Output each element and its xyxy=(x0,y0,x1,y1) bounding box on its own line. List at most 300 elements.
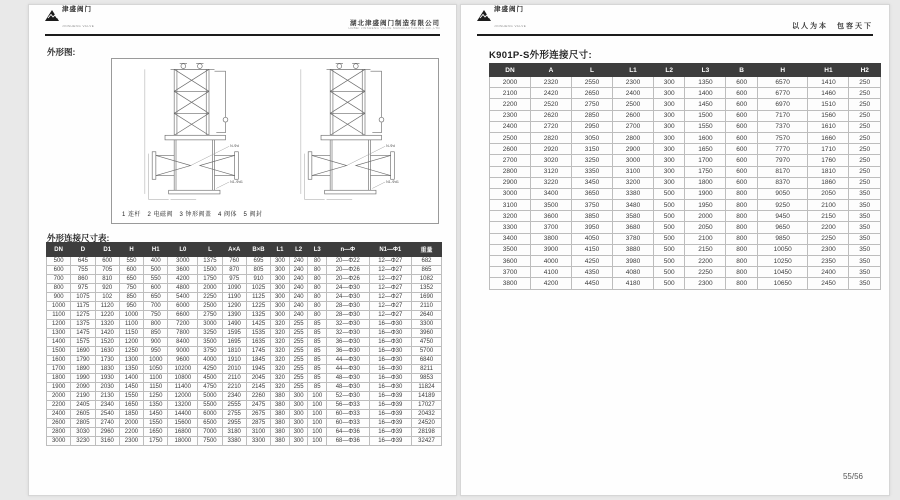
company-name: 湖北津盛阀门制造有限公司 xyxy=(350,19,440,27)
table-cell: 1290 xyxy=(222,302,246,311)
table-cell: 1950 xyxy=(685,200,726,211)
table-cell: 4180 xyxy=(613,278,654,289)
table-cell: 1600 xyxy=(685,132,726,143)
table-cell: 2300 xyxy=(613,77,654,88)
table-cell: 1400 xyxy=(685,88,726,99)
table-cell: 380 xyxy=(271,419,290,428)
table-cell: 600 xyxy=(726,77,757,88)
table-cell: 64—Φ36 xyxy=(327,428,370,437)
table-cell: 85 xyxy=(308,320,327,329)
column-header: H2 xyxy=(849,64,881,77)
table-cell: 1650 xyxy=(144,428,168,437)
table-row xyxy=(47,311,442,320)
table-cell: 3880 xyxy=(613,244,654,255)
table-cell: 950 xyxy=(144,347,168,356)
table-cell: 6770 xyxy=(757,88,808,99)
table-cell: 300 xyxy=(271,311,290,320)
table-cell: 16—Φ30 xyxy=(369,347,412,356)
table-cell: 10250 xyxy=(757,256,808,267)
table-cell: 7500 xyxy=(198,437,222,446)
table-cell: 1150 xyxy=(144,383,168,392)
table-cell: 3100 xyxy=(613,166,654,177)
table-cell: 3580 xyxy=(613,211,654,222)
table-cell: 3980 xyxy=(613,256,654,267)
table-cell: 2045 xyxy=(246,374,270,383)
logo-name-right: 津盛阀门 xyxy=(494,6,524,13)
table-cell: 80 xyxy=(308,266,327,275)
table-cell: 4200 xyxy=(531,278,572,289)
table-cell: 240 xyxy=(289,302,308,311)
table-cell: 1575 xyxy=(71,338,95,347)
table-cell: 16—Φ39 xyxy=(369,437,412,446)
table-cell: 80 xyxy=(308,284,327,293)
table-row xyxy=(490,256,881,267)
table-cell: 320 xyxy=(271,347,290,356)
table-cell: 3160 xyxy=(95,437,119,446)
table-cell: 7970 xyxy=(757,155,808,166)
table-cell: 2475 xyxy=(246,401,270,410)
table-cell: 3100 xyxy=(490,200,531,211)
table-cell: 28198 xyxy=(412,428,442,437)
table-cell: 6500 xyxy=(198,419,222,428)
column-header: L2 xyxy=(654,64,685,77)
table-cell: 9050 xyxy=(757,188,808,199)
valve-drawing-right xyxy=(280,62,428,204)
table-cell: 800 xyxy=(726,200,757,211)
table-cell: 2800 xyxy=(47,428,71,437)
table-cell: 3000 xyxy=(47,437,71,446)
table-cell: 4450 xyxy=(572,278,613,289)
dimension-table-title: 外形连接尺寸表: xyxy=(47,233,110,243)
table-cell: 3200 xyxy=(490,211,531,222)
table-cell: 1420 xyxy=(95,329,119,338)
table-cell: 300 xyxy=(289,428,308,437)
table-row xyxy=(47,302,442,311)
table-cell: 9000 xyxy=(168,347,198,356)
table-cell: 1630 xyxy=(95,347,119,356)
table-row xyxy=(490,144,881,155)
table-cell: 2750 xyxy=(198,311,222,320)
table-cell: 3030 xyxy=(71,428,95,437)
table-cell: 810 xyxy=(95,275,119,284)
table-cell: 2090 xyxy=(71,383,95,392)
k901-section-title: K901P-S外形连接尺寸: xyxy=(489,50,592,61)
table-cell: 2190 xyxy=(71,392,95,401)
table-cell: 3500 xyxy=(531,200,572,211)
table-cell: 3150 xyxy=(572,144,613,155)
table-cell: 500 xyxy=(654,211,685,222)
table-cell: 5700 xyxy=(412,347,442,356)
company-name-block xyxy=(349,20,440,31)
table-cell: 4100 xyxy=(531,267,572,278)
table-cell: 380 xyxy=(271,428,290,437)
table-cell: 2850 xyxy=(572,110,613,121)
table-cell: 1800 xyxy=(685,177,726,188)
table-cell: 860 xyxy=(71,275,95,284)
table-row xyxy=(47,374,442,383)
table-cell: 3450 xyxy=(572,177,613,188)
table-cell: 1460 xyxy=(808,88,849,99)
table-cell: 2500 xyxy=(490,132,531,143)
table-cell: 320 xyxy=(271,383,290,392)
table-cell: 2400 xyxy=(808,267,849,278)
table-cell: 255 xyxy=(289,374,308,383)
table-cell: 3120 xyxy=(531,166,572,177)
page-number: 55/56 xyxy=(842,472,863,481)
table-row xyxy=(490,177,881,188)
table-cell: 28—Φ30 xyxy=(327,311,370,320)
company-logo xyxy=(45,0,94,31)
table-cell: 3480 xyxy=(613,200,654,211)
column-header: N1—Φ1 xyxy=(369,243,412,257)
table-cell: 100 xyxy=(308,401,327,410)
table-cell: 6570 xyxy=(757,77,808,88)
table-cell: 4150 xyxy=(572,244,613,255)
table-cell: 32427 xyxy=(412,437,442,446)
table-cell: 1830 xyxy=(95,365,119,374)
table-cell: 1320 xyxy=(95,320,119,329)
column-header: DN xyxy=(490,64,531,77)
table-cell: 800 xyxy=(726,222,757,233)
table-cell: 1650 xyxy=(119,401,143,410)
table-cell: 36—Φ30 xyxy=(327,338,370,347)
table-cell: 2500 xyxy=(613,99,654,110)
table-cell: 85 xyxy=(308,383,327,392)
table-cell: 2920 xyxy=(531,144,572,155)
table-cell: 5400 xyxy=(168,293,198,302)
table-cell: 1350 xyxy=(119,365,143,374)
table-cell: 1390 xyxy=(222,311,246,320)
column-header: L1 xyxy=(271,243,290,257)
table-row xyxy=(490,211,881,222)
table-cell: 2500 xyxy=(198,302,222,311)
table-cell: 3400 xyxy=(531,188,572,199)
table-cell: 250 xyxy=(849,121,881,132)
table-cell: 650 xyxy=(119,275,143,284)
table-cell: 16—Φ39 xyxy=(369,419,412,428)
table-cell: 1175 xyxy=(71,302,95,311)
table-cell: 1450 xyxy=(144,410,168,419)
table-cell: 10050 xyxy=(757,244,808,255)
table-row xyxy=(47,410,442,419)
table-cell: 2200 xyxy=(685,256,726,267)
table-cell: 3230 xyxy=(71,437,95,446)
table-cell: 250 xyxy=(849,166,881,177)
table-cell: 2950 xyxy=(572,121,613,132)
table-cell: 7570 xyxy=(757,132,808,143)
page-right xyxy=(460,4,890,496)
table-cell: 1730 xyxy=(95,356,119,365)
table-cell: 1550 xyxy=(685,121,726,132)
table-cell: 10200 xyxy=(168,365,198,374)
table-cell: 2600 xyxy=(490,144,531,155)
table-cell: 255 xyxy=(289,338,308,347)
table-cell: 600 xyxy=(95,257,119,266)
table-cell: 1860 xyxy=(808,177,849,188)
table-cell: 1150 xyxy=(119,329,143,338)
table-cell: 2145 xyxy=(246,383,270,392)
table-cell: 2200 xyxy=(808,222,849,233)
column-header: n—Φ xyxy=(327,243,370,257)
table-cell: 9450 xyxy=(757,211,808,222)
table-cell: 600 xyxy=(726,99,757,110)
company-logo-icon xyxy=(45,10,59,21)
company-name-english: HUBEI JINSHENG VALVE MANUFACTURING CO.,LTD xyxy=(348,26,440,31)
table-cell: 760 xyxy=(222,257,246,266)
table-cell: 700 xyxy=(47,275,71,284)
table-row xyxy=(47,428,442,437)
table-cell: 1710 xyxy=(808,144,849,155)
table-cell: 1082 xyxy=(412,275,442,284)
table-cell: 2300 xyxy=(808,244,849,255)
table-cell: 300 xyxy=(289,392,308,401)
table-cell: 380 xyxy=(271,401,290,410)
table-cell: 3600 xyxy=(531,211,572,222)
table-cell: 2400 xyxy=(490,121,531,132)
table-cell: 10800 xyxy=(168,374,198,383)
table-cell: 3750 xyxy=(572,200,613,211)
table-cell: 850 xyxy=(119,293,143,302)
table-cell: 1300 xyxy=(119,356,143,365)
k901-table-wrapper xyxy=(489,63,881,290)
table-cell: 910 xyxy=(246,275,270,284)
table-cell: 380 xyxy=(271,392,290,401)
table-cell: 1350 xyxy=(144,401,168,410)
table-cell: 2340 xyxy=(222,392,246,401)
table-cell: 350 xyxy=(849,256,881,267)
table-cell: 1700 xyxy=(47,365,71,374)
table-cell: 1845 xyxy=(246,356,270,365)
table-cell: 695 xyxy=(246,257,270,266)
table-cell: 3000 xyxy=(613,155,654,166)
table-cell: 250 xyxy=(849,77,881,88)
table-cell: 2320 xyxy=(531,77,572,88)
table-cell: 2300 xyxy=(119,437,143,446)
table-cell: 2000 xyxy=(490,77,531,88)
table-cell: 500 xyxy=(654,222,685,233)
table-cell: 300 xyxy=(654,88,685,99)
table-cell: 1660 xyxy=(808,132,849,143)
table-cell: 4000 xyxy=(531,256,572,267)
table-row xyxy=(47,320,442,329)
table-cell: 800 xyxy=(144,320,168,329)
table-cell: 500 xyxy=(654,267,685,278)
flange-label-bottom: N1-Φd1 xyxy=(230,179,243,184)
table-cell: 3220 xyxy=(531,177,572,188)
table-cell: 1200 xyxy=(119,338,143,347)
table-cell: 800 xyxy=(726,267,757,278)
table-cell: 24520 xyxy=(412,419,442,428)
table-cell: 3400 xyxy=(490,233,531,244)
table-cell: 600 xyxy=(144,284,168,293)
table-row xyxy=(47,266,442,275)
table-cell: 320 xyxy=(271,356,290,365)
table-cell: 350 xyxy=(849,188,881,199)
table-cell: 300 xyxy=(289,419,308,428)
table-cell: 300 xyxy=(654,177,685,188)
table-row xyxy=(490,88,881,99)
table-cell: 2600 xyxy=(47,419,71,428)
table-cell: 16—Φ30 xyxy=(369,374,412,383)
table-cell: 1635 xyxy=(246,338,270,347)
table-cell: 320 xyxy=(271,329,290,338)
table-cell: 80 xyxy=(308,302,327,311)
table-cell: 20—Φ26 xyxy=(327,275,370,284)
table-cell: 2030 xyxy=(95,383,119,392)
column-header: H1 xyxy=(808,64,849,77)
outline-dimension-table xyxy=(46,242,442,446)
table-cell: 2100 xyxy=(685,233,726,244)
table-cell: 2650 xyxy=(572,88,613,99)
table-cell: 2900 xyxy=(613,144,654,155)
table-cell: 1275 xyxy=(71,311,95,320)
table-cell: 4200 xyxy=(168,275,198,284)
table-cell: 2960 xyxy=(95,428,119,437)
table-row xyxy=(490,244,881,255)
table-cell: 300 xyxy=(289,410,308,419)
table-cell: 3600 xyxy=(490,256,531,267)
table-cell: 320 xyxy=(271,320,290,329)
table-cell: 2050 xyxy=(808,188,849,199)
table-cell: 1550 xyxy=(144,419,168,428)
table-cell: 3950 xyxy=(572,222,613,233)
table-cell: 2250 xyxy=(685,267,726,278)
table-cell: 3800 xyxy=(531,233,572,244)
table-cell: 645 xyxy=(71,257,95,266)
table-cell: 85 xyxy=(308,374,327,383)
table-cell: 1352 xyxy=(412,284,442,293)
table-row xyxy=(47,437,442,446)
table-cell: 1760 xyxy=(808,155,849,166)
table-cell: 300 xyxy=(654,99,685,110)
table-cell: 300 xyxy=(271,266,290,275)
column-header: L xyxy=(198,243,222,257)
table-cell: 300 xyxy=(271,257,290,266)
table-cell: 500 xyxy=(654,244,685,255)
table-cell: 60—Φ33 xyxy=(327,419,370,428)
table-cell: 7000 xyxy=(198,428,222,437)
column-header: L xyxy=(572,64,613,77)
table-row xyxy=(490,110,881,121)
table-cell: 250 xyxy=(849,144,881,155)
table-cell: 68—Φ36 xyxy=(327,437,370,446)
table-cell: 750 xyxy=(119,284,143,293)
table-cell: 950 xyxy=(119,302,143,311)
table-row xyxy=(490,99,881,110)
table-cell: 3780 xyxy=(613,233,654,244)
table-cell: 800 xyxy=(726,211,757,222)
table-cell: 1250 xyxy=(144,392,168,401)
table-cell: 2000 xyxy=(119,419,143,428)
table-cell: 2820 xyxy=(531,132,572,143)
table-cell: 12—Φ27 xyxy=(369,293,412,302)
table-cell: 85 xyxy=(308,347,327,356)
table-cell: 16—Φ39 xyxy=(369,392,412,401)
table-cell: 1000 xyxy=(119,311,143,320)
table-cell: 7170 xyxy=(757,110,808,121)
table-cell: 8170 xyxy=(757,166,808,177)
column-header: L3 xyxy=(685,64,726,77)
table-cell: 1075 xyxy=(71,293,95,302)
table-cell: 550 xyxy=(119,257,143,266)
table-cell: 100 xyxy=(308,410,327,419)
table-cell: 12—Φ27 xyxy=(369,311,412,320)
table-cell: 1125 xyxy=(246,293,270,302)
table-cell: 13200 xyxy=(168,401,198,410)
column-header: L3 xyxy=(308,243,327,257)
table-cell: 1400 xyxy=(47,338,71,347)
table-cell: 4350 xyxy=(572,267,613,278)
table-cell: 3960 xyxy=(412,329,442,338)
table-cell: 240 xyxy=(289,257,308,266)
table-cell: 16—Φ30 xyxy=(369,338,412,347)
table-cell: 255 xyxy=(289,356,308,365)
table-cell: 2300 xyxy=(490,110,531,121)
table-cell: 1190 xyxy=(222,293,246,302)
table-cell: 350 xyxy=(849,278,881,289)
table-cell: 1750 xyxy=(198,275,222,284)
table-cell: 2520 xyxy=(531,99,572,110)
table-cell: 1000 xyxy=(144,356,168,365)
table-cell: 500 xyxy=(654,233,685,244)
table-cell: 2700 xyxy=(490,155,531,166)
table-cell: 2955 xyxy=(222,419,246,428)
column-header: B xyxy=(726,64,757,77)
table-cell: 80 xyxy=(308,257,327,266)
table-cell: 9250 xyxy=(757,200,808,211)
table-cell: 300 xyxy=(271,284,290,293)
table-cell: 12—Φ27 xyxy=(369,266,412,275)
table-cell: 1120 xyxy=(95,302,119,311)
table-cell: 3000 xyxy=(168,257,198,266)
table-cell: 1800 xyxy=(47,374,71,383)
table-cell: 6600 xyxy=(168,311,198,320)
table-cell: 20—Φ26 xyxy=(327,266,370,275)
table-cell: 3380 xyxy=(222,437,246,446)
table-cell: 2605 xyxy=(71,410,95,419)
table-row xyxy=(490,200,881,211)
logo-name: 津盛阀门 xyxy=(62,6,92,13)
table-cell: 1225 xyxy=(246,302,270,311)
company-logo-icon-right xyxy=(477,10,491,21)
table-cell: 16—Φ39 xyxy=(369,410,412,419)
table-cell: 1100 xyxy=(47,311,71,320)
table-row xyxy=(47,338,442,347)
table-cell: 2550 xyxy=(572,77,613,88)
column-header: D xyxy=(71,243,95,257)
table-cell: 2100 xyxy=(490,88,531,99)
table-cell: 3000 xyxy=(198,320,222,329)
table-cell: 1300 xyxy=(47,329,71,338)
table-cell: 3500 xyxy=(490,244,531,255)
table-cell: 2750 xyxy=(572,99,613,110)
table-cell: 250 xyxy=(849,132,881,143)
table-cell: 600 xyxy=(726,155,757,166)
table-cell: 32—Φ30 xyxy=(327,329,370,338)
table-cell: 682 xyxy=(412,257,442,266)
table-cell: 1450 xyxy=(119,383,143,392)
table-cell: 3180 xyxy=(222,428,246,437)
table-cell: 3020 xyxy=(531,155,572,166)
table-cell: 4000 xyxy=(198,356,222,365)
table-cell: 2805 xyxy=(71,419,95,428)
table-cell: 80 xyxy=(308,293,327,302)
table-cell: 1410 xyxy=(808,77,849,88)
table-cell: 3350 xyxy=(572,166,613,177)
table-cell: 2755 xyxy=(222,410,246,419)
table-cell: 320 xyxy=(271,338,290,347)
table-cell: 3750 xyxy=(198,347,222,356)
